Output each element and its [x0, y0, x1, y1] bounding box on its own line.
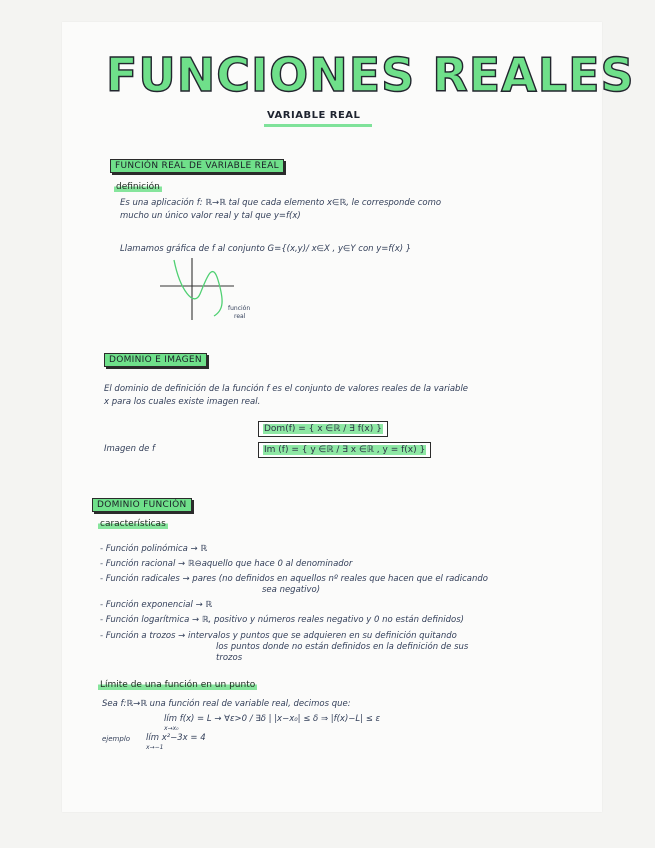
list-item: - Función polinómica → ℝ — [100, 544, 208, 554]
definition-label: definición — [116, 182, 160, 192]
limit-subscript: x→x₀ — [164, 725, 179, 732]
limit-definition: lím f(x) = L → ∀ε>0 / ∃δ | |x−x₀| ≤ δ ⇒ |f(x)−L| ≤ ε — [164, 714, 381, 724]
list-item: - Función a trozos → intervalos y puntos que se adquieren en su definición quitando — [100, 631, 457, 641]
section-heading-dominio-funcion: DOMINIO FUNCIÓN — [92, 498, 192, 512]
characteristics-label: características — [100, 519, 166, 529]
section-heading-dominio-imagen: DOMINIO E IMAGEN — [104, 353, 207, 367]
list-item: trozos — [216, 653, 243, 663]
list-item: - Función exponencial → ℝ — [100, 600, 213, 610]
section-heading-funcion-real: FUNCIÓN REAL DE VARIABLE REAL — [110, 159, 284, 173]
function-graph-sketch — [152, 250, 272, 330]
im-formula-box — [258, 442, 431, 458]
list-item: - Función radicales → pares (no definidos en aquellos nº reales que hacen que el radicando — [100, 574, 488, 584]
imagen-label: Imagen de f — [104, 444, 156, 454]
dom-formula: Dom(f) = { x ∈ℝ / ∃ f(x) } — [264, 424, 382, 434]
graph-definition-line: Llamamos gráfica de f al conjunto G={(x,y)/ x∈X , y∈Y con y=f(x) } — [120, 244, 412, 254]
subtitle-underline — [264, 124, 372, 127]
section-heading-limite: Límite de una función en un punto — [100, 680, 256, 690]
list-item: los puntos donde no están definidos en la definición de sus — [216, 642, 469, 652]
notes-page — [62, 22, 635, 812]
graph-label-2: real — [234, 313, 246, 320]
definition-line-1: Es una aplicación f: ℝ→ℝ tal que cada elemento x∈ℝ, le corresponde como — [120, 198, 442, 208]
domain-line-1: El dominio de definición de la función f es el conjunto de valores reales de la variable — [104, 384, 469, 394]
definition-line-2: mucho un único valor real y tal que y=f(x) — [120, 211, 301, 221]
dom-formula-box — [258, 421, 388, 437]
page-subtitle: VARIABLE REAL — [267, 110, 361, 121]
im-formula: Im (f) = { y ∈ℝ / ∃ x ∈ℝ , y = f(x) } — [264, 445, 426, 455]
list-item: - Función logarítmica → ℝ, positivo y números reales negativo y 0 no están definidos) — [100, 615, 464, 625]
page-title: FUNCIONES REALES — [106, 48, 635, 102]
domain-line-2: x para los cuales existe imagen real. — [104, 397, 261, 407]
example-formula: lím x²−3x = 4 — [146, 733, 206, 743]
graph-label-1: función — [228, 305, 251, 312]
example-subscript: x→−1 — [146, 744, 164, 751]
example-label: ejemplo — [102, 735, 131, 743]
limit-line-1: Sea f:ℝ→ℝ una función real de variable real, decimos que: — [102, 699, 351, 709]
graph-curve — [174, 260, 222, 316]
list-item: sea negativo) — [262, 585, 321, 595]
list-item: - Función racional → ℝ⊖aquello que hace 0 al denominador — [100, 559, 353, 569]
